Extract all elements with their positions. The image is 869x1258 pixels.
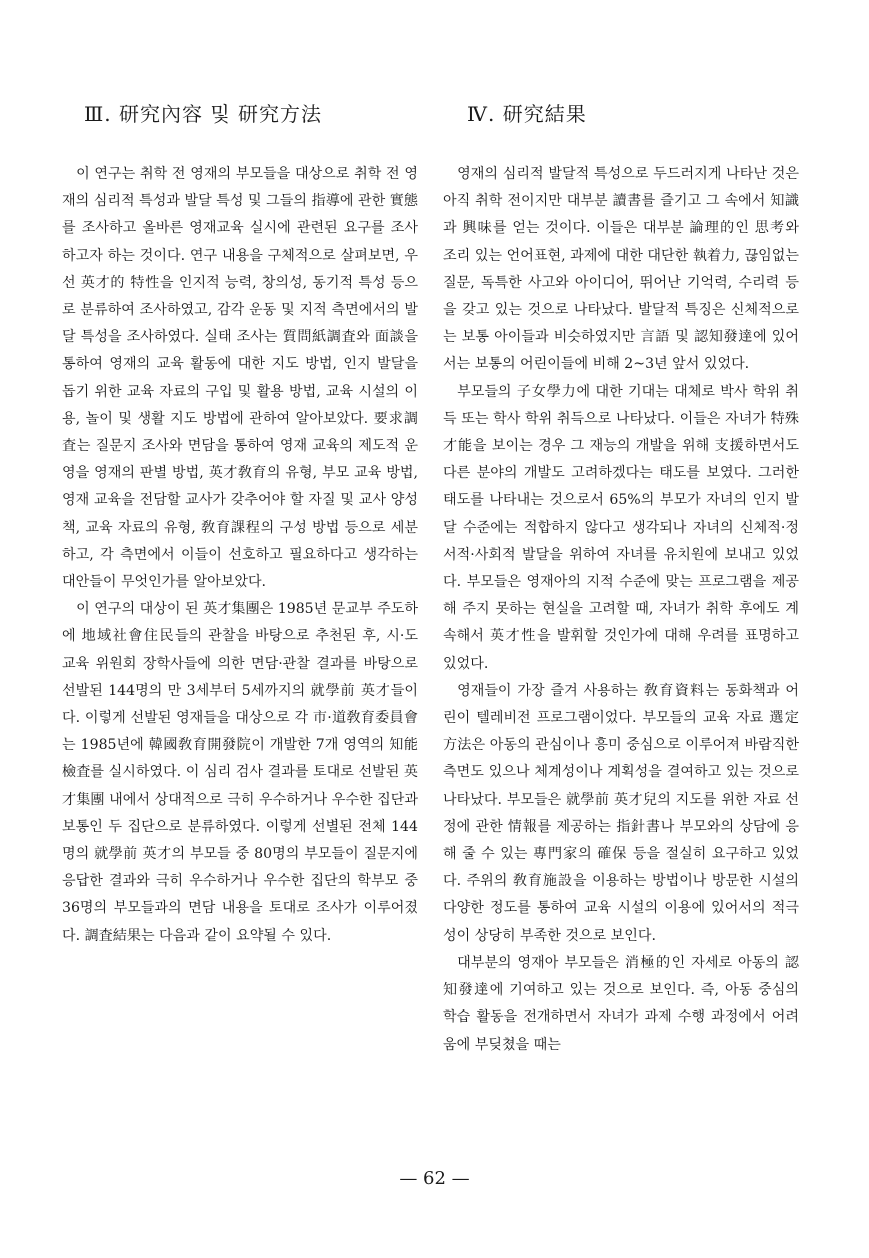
paragraph-results-expectations: 부모들의 子女學力에 대한 기대는 대체로 박사 학위 취득 또는 학사 학위 취득으로 나타났다. 이들은 자녀가 特殊才能을 보이는 경우 그 재능의 개발을 위해 支援하면서도 다른 분야의 개발도 고려하겠다는 태도를 보였다. 그러한 태도를 나타내는 것으로서 65%의 부모가 자녀의 인지 발달 수준에는 적합하지 않다고 생각되나 자녀의 신체적·정서적·사회적 발달을 위하여 자녀를 유치원에 보내고 있었다. 부모들은 영재아의 지적 수준에 맞는 프로그램을 제공해 주지 못하는 현실을 고려할 때, 자녀가 취학 후에도 계속해서 英才性을 발휘할 것인가에 대해 우려를 표명하고 있었다.	[443, 383, 799, 672]
section-heading-results: Ⅳ. 研究結果	[467, 102, 587, 126]
paragraph-methods-subjects: 이 연구의 대상이 된 英才集團은 1985년 문교부 주도하에 地域社會住民들의 관찰을 바탕으로 추천된 후, 시·도 교육 위원회 장학사들에 의한 면담·관찰 결과를 바탕으로 선발된 144명의 만 3세부터 5세까지의 就學前 英才들이다. 이렇게 선발된 영재들을 대상으로 각 市·道敎育委員會는 1985년에 韓國敎育開發院이 개발한 7개 영역의 知能檢査를 실시하였다. 이 심리 검사 결과를 토대로 선발된 英才集團 내에서 상대적으로 극히 우수하거나 우수한 집단과 보통인 두 집단으로 분류하였다. 이렇게 선별된 전체 144명의 就學前 英才의 부모들 중 80명의 부모들이 질문지에 응답한 결과와 극히 우수하거나 우수한 집단의 학부모 중 36명의 부모들과의 면담 내용을 토대로 조사가 이루어졌다. 調査結果는 다음과 같이 요약될 수 있다.	[62, 601, 418, 944]
page-number: — 62 —	[399, 1168, 470, 1189]
right-column	[443, 98, 799, 1059]
section-heading-methods: Ⅲ. 研究內容 및 研究方法	[84, 102, 323, 126]
left-column	[62, 98, 418, 950]
paragraph-results-materials: 영재들이 가장 즐겨 사용하는 敎育資料는 동화책과 어린이 텔레비전 프로그램이었다. 부모들의 교육 자료 選定方法은 아동의 관심이나 흥미 중심으로 이루어져 바람직한 측면도 있으나 체계성이나 계획성을 결여하고 있는 것으로 나타났다. 부모들은 就學前 英才兒의 지도를 위한 자료 선정에 관한 情報를 제공하는 指針書나 부모와의 상담에 응해 줄 수 있는 專門家의 確保 등을 절실히 요구하고 있었다. 주위의 敎育施設을 이용하는 방법이나 방문한 시설의 다양한 정도를 통하여 교육 시설의 이용에 있어서의 적극성이 상당히 부족한 것으로 보인다.	[443, 682, 799, 944]
paragraph-results-attitude: 대부분의 영재아 부모들은 消極的인 자세로 아동의 認知發達에 기여하고 있는 것으로 보인다. 즉, 아동 중심의 학습 활동을 전개하면서 자녀가 과제 수행 과정에서 어려움에 부딪쳤을 때는	[443, 954, 799, 1053]
paragraph-methods-content: 이 연구는 취학 전 영재의 부모들을 대상으로 취학 전 영재의 심리적 특성과 발달 특성 및 그들의 指導에 관한 實態를 조사하고 올바른 영재교육 실시에 관련된 요구를 조사하고자 하는 것이다. 연구 내용을 구체적으로 살펴보면, 우선 英才的 特性을 인지적 능력, 창의성, 동기적 특성 등으로 분류하여 조사하였고, 감각 운동 및 지적 측면에서의 발달 특성을 조사하였다. 실태 조사는 質問紙調査와 面談을 통하여 영재의 교육 활동에 대한 지도 방법, 인지 발달을 돕기 위한 교육 자료의 구입 및 활용 방법, 교육 시설의 이용, 놀이 및 생활 지도 방법에 관하여 알아보았다. 要求調査는 질문지 조사와 면담을 통하여 영재 교육의 제도적 운영을 영재의 판별 방법, 英才敎育의 유형, 부모 교육 방법, 영재 교육을 전담할 교사가 갖추어야 할 자질 및 교사 양성책, 교육 자료의 유형, 敎育課程의 구성 방법 등으로 세분하고, 각 측면에서 이들이 선호하고 필요하다고 생각하는 대안들이 무엇인가를 알아보았다.	[62, 166, 418, 591]
paragraph-results-traits: 영재의 심리적 발달적 특성으로 두드러지게 나타난 것은 아직 취학 전이지만 대부분 讀書를 즐기고 그 속에서 知識과 興味를 얻는 것이다. 이들은 대부분 論理的인 思考와 조리 있는 언어표현, 과제에 대한 대단한 執着力, 끊임없는 질문, 독특한 사고와 아이디어, 뛰어난 기억력, 수리력 등을 갖고 있는 것으로 나타났다. 발달적 특징은 신체적으로는 보통 아이들과 비슷하였지만 言語 및 認知發達에 있어서는 보통의 어린이들에 비해 2~3년 앞서 있었다.	[443, 166, 799, 373]
